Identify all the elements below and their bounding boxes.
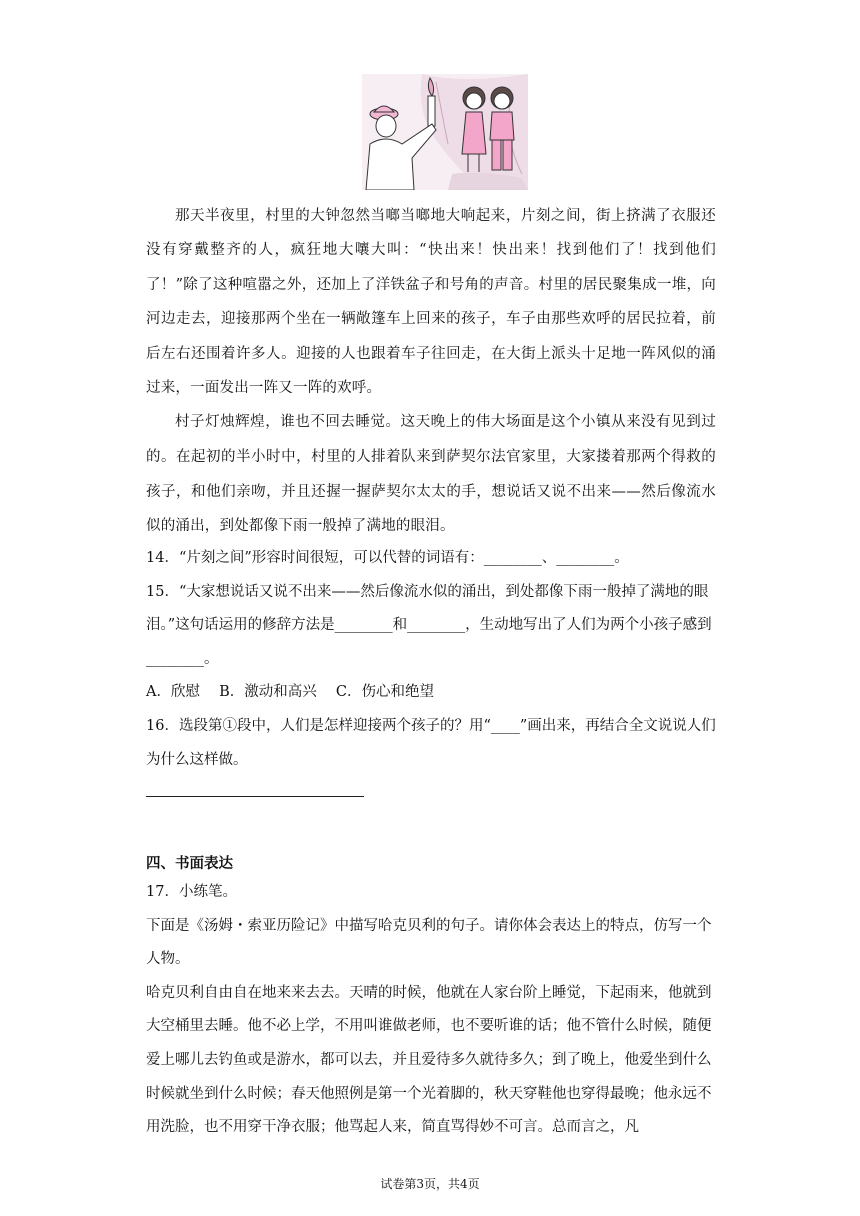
writing-block: [146, 876, 716, 1145]
question-15: 15．“大家想说话又说不出来——然后像流水似的涌出，到处都像下雨一般掉了满地的眼泪。”这句话运用的修辞方法是________和________，生动地写出了人们为两个小孩子感到________。: [146, 583, 712, 667]
question-16: 16．选段第①段中，人们是怎样迎接两个孩子的？用“____”画出来，再结合全文说说人们为什么这样做。: [146, 717, 716, 768]
page-footer: 试卷第3页，共4页: [380, 1177, 480, 1191]
story-illustration: [362, 74, 528, 190]
story-paragraph-2: 村子灯烛辉煌，谁也不回去睡觉。这天晚上的伟大场面是这个小镇从来没有见到过的。在起初的半小时中，村里的人排着队来到萨契尔法官家里，大家搂着那两个得救的孩子，和他们亲吻，并且还握一握萨契尔太太的手，想说话又说不出来——然后像流水似的涌出，到处都像下雨一般掉了满地的眼泪。: [146, 414, 716, 535]
question-15-options: A．欣慰 B．激动和高兴 C．伤心和绝望: [146, 684, 434, 701]
question-17: 17．小练笔。: [146, 884, 237, 900]
section-title: 四、书面表达: [146, 856, 233, 872]
example-passage: 哈克贝利自由自在地来来去去。天晴的时候，他就在人家台阶上睡觉，下起雨来，他就到大空桶里去睡。他不必上学，不用叫谁做老师，也不要听谁的话；他不管什么时候，随便爱上哪儿去钓鱼或是游水，都可以去，并且爱待多久就待多久；到了晚上，他爱坐到什么时候就坐到什么时候；春天他照例是第一个光着脚的，秋天穿鞋他也穿得最晚；他永远不用洗脸，也不用穿干净衣服；他骂起人来，简直骂得妙不可言。总而言之，凡: [146, 984, 712, 1136]
answer-line: [146, 796, 364, 797]
story-text: [146, 199, 716, 544]
writing-prompt: 下面是《汤姆・索亚历险记》中描写哈克贝利的句子。请你体会表达上的特点，仿写一个人物。: [146, 917, 712, 968]
question-14: 14．“片刻之间”形容时间很短，可以代替的词语有：________、________。: [146, 550, 629, 566]
torch-and-children-illustration: [362, 74, 528, 190]
story-paragraph-1: 那天半夜里，村里的大钟忽然当啷当啷地大响起来，片刻之间，街上挤满了衣服还没有穿戴整齐的人，疯狂地大嚷大叫：“快出来！快出来！找到他们了！找到他们了！”除了这种喧嚣之外，还加上了洋铁盆子和号角的声音。村里的居民聚集成一堆，向河边走去，迎接那两个坐在一辆敞篷车上回来的孩子，车子由那些欢呼的居民拉着，前后左右还围着许多人。迎接的人也跟着车子往回走，在大街上派头十足地一阵风似的涌过来，一面发出一阵又一阵的欢呼。: [146, 208, 716, 397]
questions-block: [146, 542, 716, 777]
